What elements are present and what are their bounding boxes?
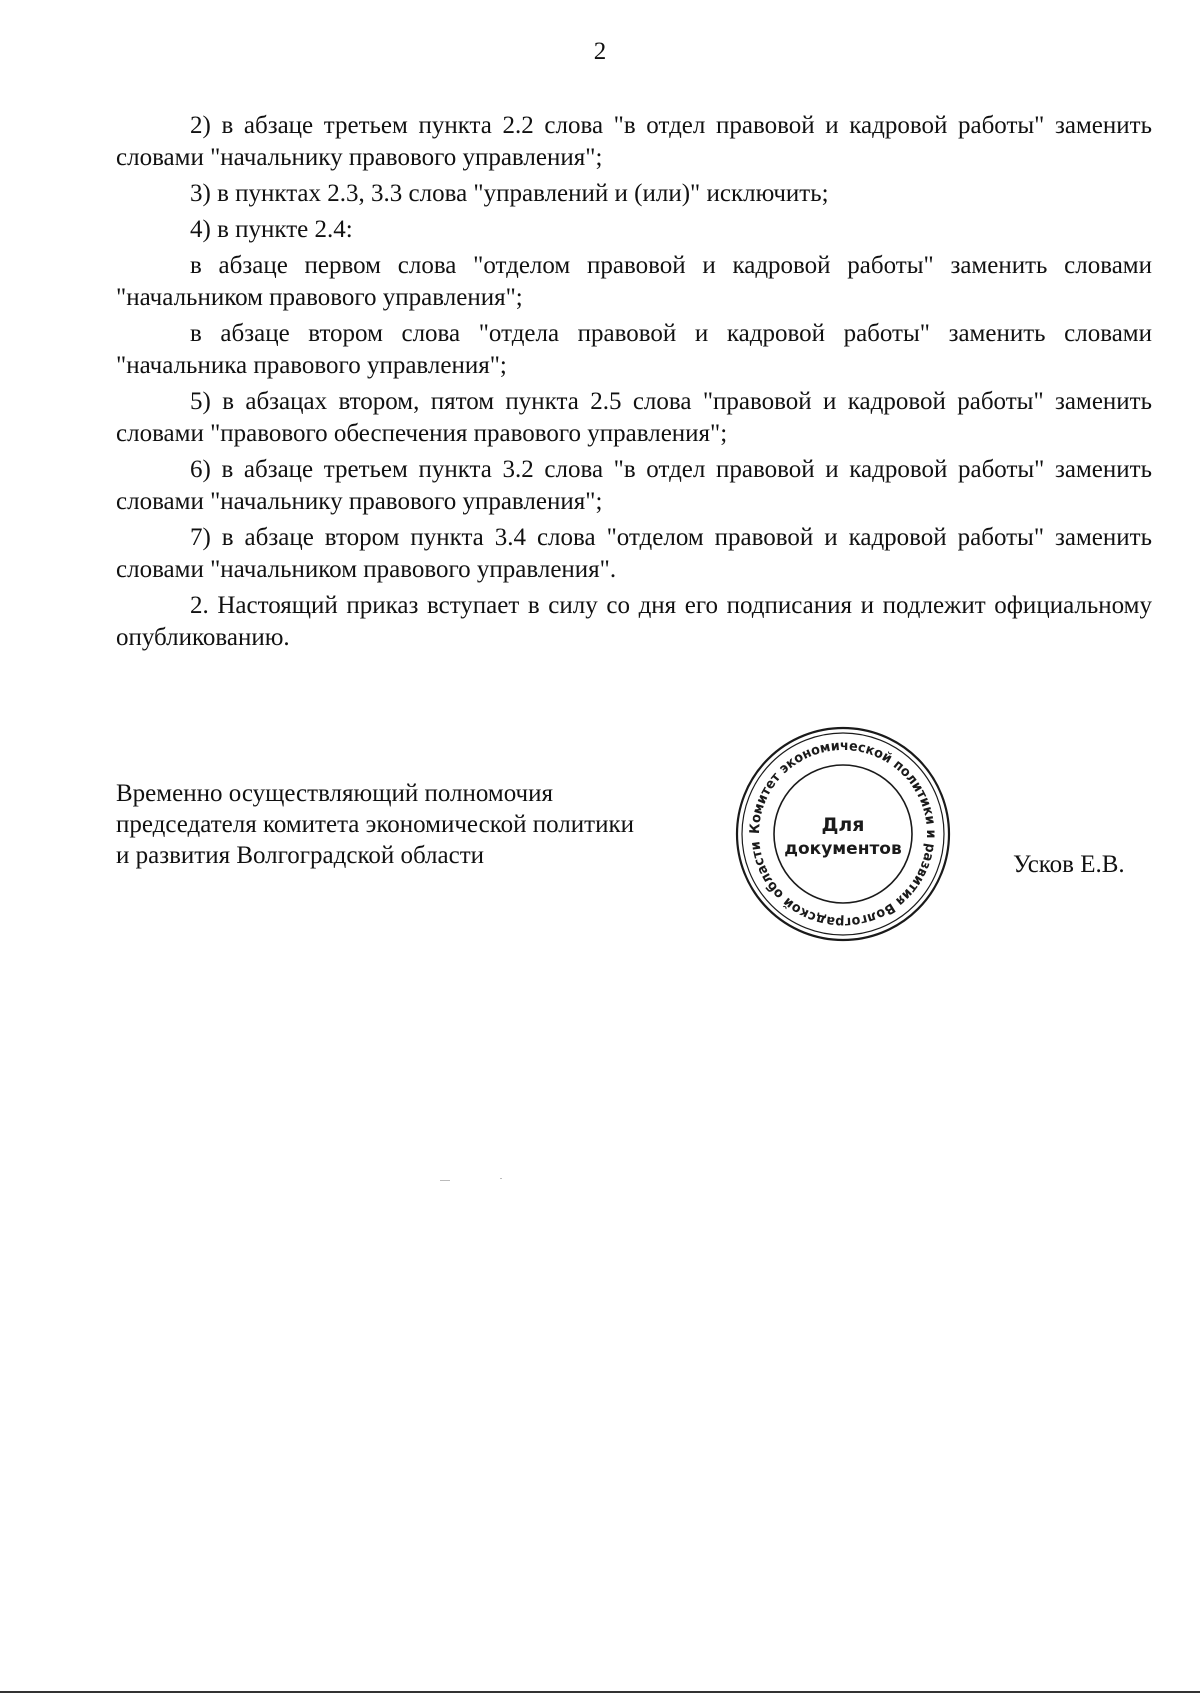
signer-name: Усков Е.В. <box>1013 851 1125 878</box>
paragraph-item-2: 2) в абзаце третьем пункта 2.2 слова "в отдел правовой и кадровой работы" заменить словами "начальнику правового управления"; <box>116 112 1152 171</box>
paragraph-item-3: 3) в пунктах 2.3, 3.3 слова "управлений и (или)" исключить; <box>190 180 829 207</box>
paragraph-item-4: 4) в пункте 2.4: <box>190 216 353 243</box>
signature-position-line: председателя комитета экономической политики <box>116 811 634 838</box>
scan-speck <box>440 1180 450 1181</box>
scan-edge-line <box>0 1691 1200 1693</box>
paragraph-item-5: 5) в абзацах втором, пятом пункта 2.5 слова "правовой и кадровой работы" заменить словами "правового обеспечения правового управления"; <box>116 388 1152 447</box>
paragraph-item-6: 6) в абзаце третьем пункта 3.2 слова "в отдел правовой и кадровой работы" заменить словами "начальнику правового управления"; <box>116 456 1152 515</box>
official-seal <box>732 723 954 945</box>
seal-graphic <box>732 723 954 945</box>
signature-position-line: Временно осуществляющий полномочия <box>116 780 554 807</box>
paragraph-item-7: 7) в абзаце втором пункта 3.4 слова "отделом правовой и кадровой работы" заменить словами "начальником правового управления". <box>116 524 1152 583</box>
signature-position-line: и развития Волгоградской области <box>116 842 485 869</box>
seal-center-text-line2: документов <box>784 839 902 859</box>
paragraph-item-4-first: в абзаце первом слова "отделом правовой и кадровой работы" заменить словами "начальником правового управления"; <box>116 252 1152 311</box>
page-number: 2 <box>593 38 607 65</box>
seal-center-text-line1: Для <box>821 814 865 836</box>
paragraph-item-4-second: в абзаце втором слова "отдела правовой и кадровой работы" заменить словами "начальника правового управления"; <box>116 320 1152 379</box>
seal-ring-text: Комитет экономической политики и развития Волгоградской области <box>746 737 939 931</box>
scan-speck <box>500 1178 502 1179</box>
paragraph-effective-date: 2. Настоящий приказ вступает в силу со дня его подписания и подлежит официальному опубликованию. <box>116 592 1152 651</box>
document-body <box>116 110 1152 658</box>
signature-position <box>116 778 736 871</box>
